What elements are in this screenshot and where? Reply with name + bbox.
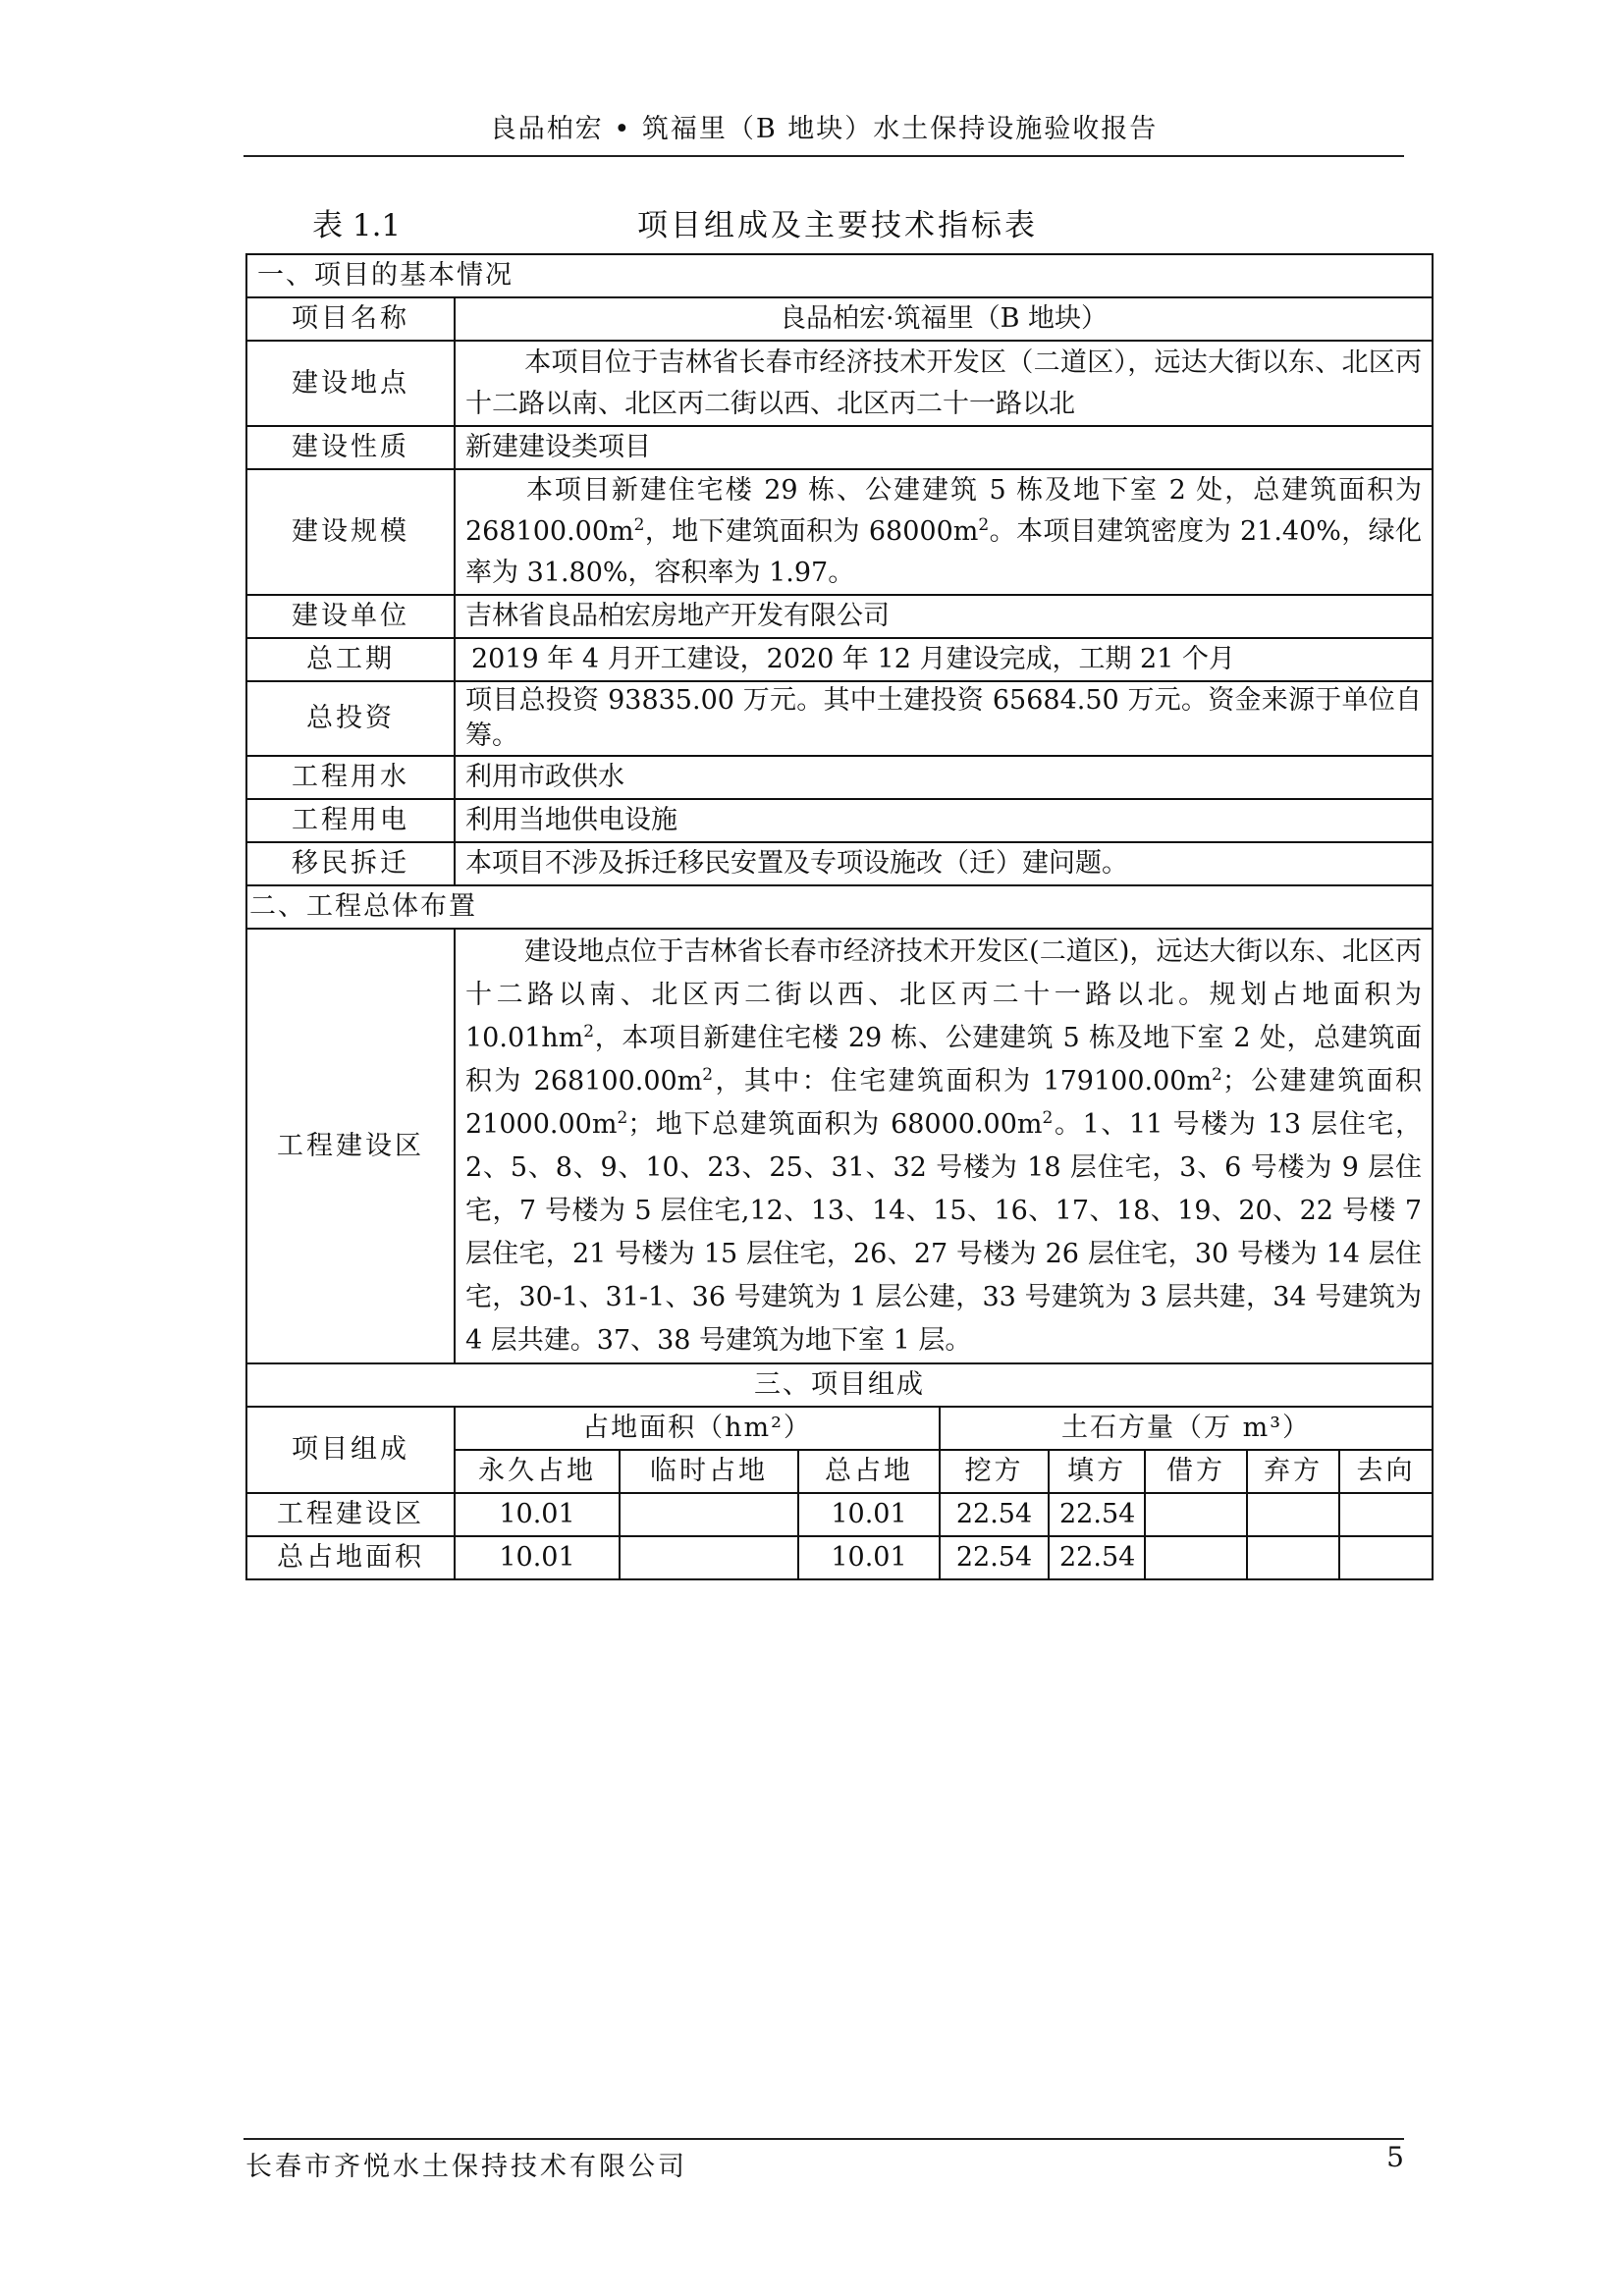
value-unit: 吉林省良品柏宏房地产开发有限公司 [455, 595, 1433, 638]
table-title [244, 204, 1432, 247]
page-number: 5 [1386, 2141, 1404, 2173]
footer-rule [244, 2138, 1404, 2140]
value-scale: 本项目新建住宅楼 29 栋、公建建筑 5 栋及地下室 2 处，总建筑面积为 $268100.00m^2$，地下建筑面积为 $68000m^2$。本项目建筑密度为 21.40%，绿化率为 31.80%，容积率为 1.97。 [455, 469, 1433, 595]
section2-title: 二、工程总体布置 [246, 885, 1433, 929]
header-temporary: 临时占地 [620, 1450, 798, 1493]
cell-borrow [1145, 1536, 1247, 1579]
cell-waste [1247, 1536, 1339, 1579]
cell-permanent: 10.01 [455, 1536, 620, 1579]
cell-total: 10.01 [798, 1536, 940, 1579]
label-power: 工程用电 [246, 799, 455, 842]
value-power: 利用当地供电设施 [455, 799, 1433, 842]
cell-cut: 22.54 [940, 1493, 1049, 1536]
cell-temporary [620, 1493, 798, 1536]
value-construction-area: 建设地点位于吉林省长春市经济技术开发区(二道区)，远达大街以东、北区丙十二路以南、北区丙二街以西、北区丙二十一路以北。规划占地面积为 $10.01hm^2$，本项目新建住宅楼 29 栋、公建建筑 5 栋及地下室 2 处，总建筑面积为 $268100.00m^2$，其中：住宅建筑面积为 $179100.00m^2$；公建建筑面积 $21000.00m^2$；地下总建筑面积为 $68000.00m^2$。1、11 号楼为 13 层住宅，2、5、8、9、10、23、25、31、32 号楼为 18 层住宅，3、6 号楼为 9 层住宅，7 号楼为 5 层住宅,12、13、14、15、16、17、18、19、20、22 号楼 7 层住宅，21 号楼为 15 层住宅，26、27 号楼为 26 层住宅，30 号楼为 14 层住宅，30-1、31-1、36 号建筑为 1 层公建，33 号建筑为 3 层共建，34 号建筑为 4 层共建。37、38 号建筑为地下室 1 层。 [455, 929, 1433, 1363]
header-rule [244, 155, 1404, 157]
label-nature: 建设性质 [246, 426, 455, 469]
header-land-area: 占地面积（hm²） [455, 1407, 940, 1450]
label-location: 建设地点 [246, 341, 455, 426]
cell-cut: 22.54 [940, 1536, 1049, 1579]
project-table [245, 253, 1434, 1580]
page-header: 良品柏宏 • 筑福里（B 地块）水土保持设施验收报告 [489, 114, 1159, 144]
label-construction-area: 工程建设区 [246, 929, 455, 1363]
value-investment: 项目总投资 93835.00 万元。其中土建投资 65684.50 万元。资金来源于单位自筹。 [455, 681, 1433, 756]
value-project-name: 良品柏宏·筑福里（B 地块） [455, 297, 1433, 341]
table-row [246, 1536, 1433, 1579]
row-name: 工程建设区 [246, 1493, 455, 1536]
table-title-name: 项目组成及主要技术指标表 [637, 208, 1038, 243]
cell-fill: 22.54 [1049, 1536, 1145, 1579]
cell-fill: 22.54 [1049, 1493, 1145, 1536]
label-unit: 建设单位 [246, 595, 455, 638]
value-location: 本项目位于吉林省长春市经济技术开发区（二道区），远达大街以东、北区丙十二路以南、北区丙二街以西、北区丙二十一路以北 [455, 341, 1433, 426]
cell-destination [1339, 1493, 1433, 1536]
table-title-number: 表 1.1 [312, 208, 402, 243]
label-period: 总工期 [246, 638, 455, 681]
value-water: 利用市政供水 [455, 756, 1433, 799]
row-name: 总占地面积 [246, 1536, 455, 1579]
label-project-name: 项目名称 [246, 297, 455, 341]
cell-temporary [620, 1536, 798, 1579]
header-composition: 项目组成 [246, 1407, 455, 1493]
header-borrow: 借方 [1145, 1450, 1247, 1493]
header-total: 总占地 [798, 1450, 940, 1493]
header-fill: 填方 [1049, 1450, 1145, 1493]
label-investment: 总投资 [246, 681, 455, 756]
cell-waste [1247, 1493, 1339, 1536]
label-scale: 建设规模 [246, 469, 455, 595]
cell-destination [1339, 1536, 1433, 1579]
header-earthwork: 土石方量（万 m³） [940, 1407, 1433, 1450]
header-destination: 去向 [1339, 1450, 1433, 1493]
value-resettlement: 本项目不涉及拆迁移民安置及专项设施改（迁）建问题。 [455, 842, 1433, 885]
section1-title: 一、项目的基本情况 [246, 254, 1433, 297]
value-period: 2019 年 4 月开工建设，2020 年 12 月建设完成，工期 21 个月 [455, 638, 1433, 681]
section3-title: 三、项目组成 [246, 1363, 1433, 1407]
label-water: 工程用水 [246, 756, 455, 799]
footer-company: 长春市齐悦水土保持技术有限公司 [245, 2152, 687, 2182]
header-waste: 弃方 [1247, 1450, 1339, 1493]
label-resettlement: 移民拆迁 [246, 842, 455, 885]
cell-borrow [1145, 1493, 1247, 1536]
header-cut: 挖方 [940, 1450, 1049, 1493]
cell-total: 10.01 [798, 1493, 940, 1536]
table-row [246, 1493, 1433, 1536]
cell-permanent: 10.01 [455, 1493, 620, 1536]
value-nature: 新建建设类项目 [455, 426, 1433, 469]
header-permanent: 永久占地 [455, 1450, 620, 1493]
